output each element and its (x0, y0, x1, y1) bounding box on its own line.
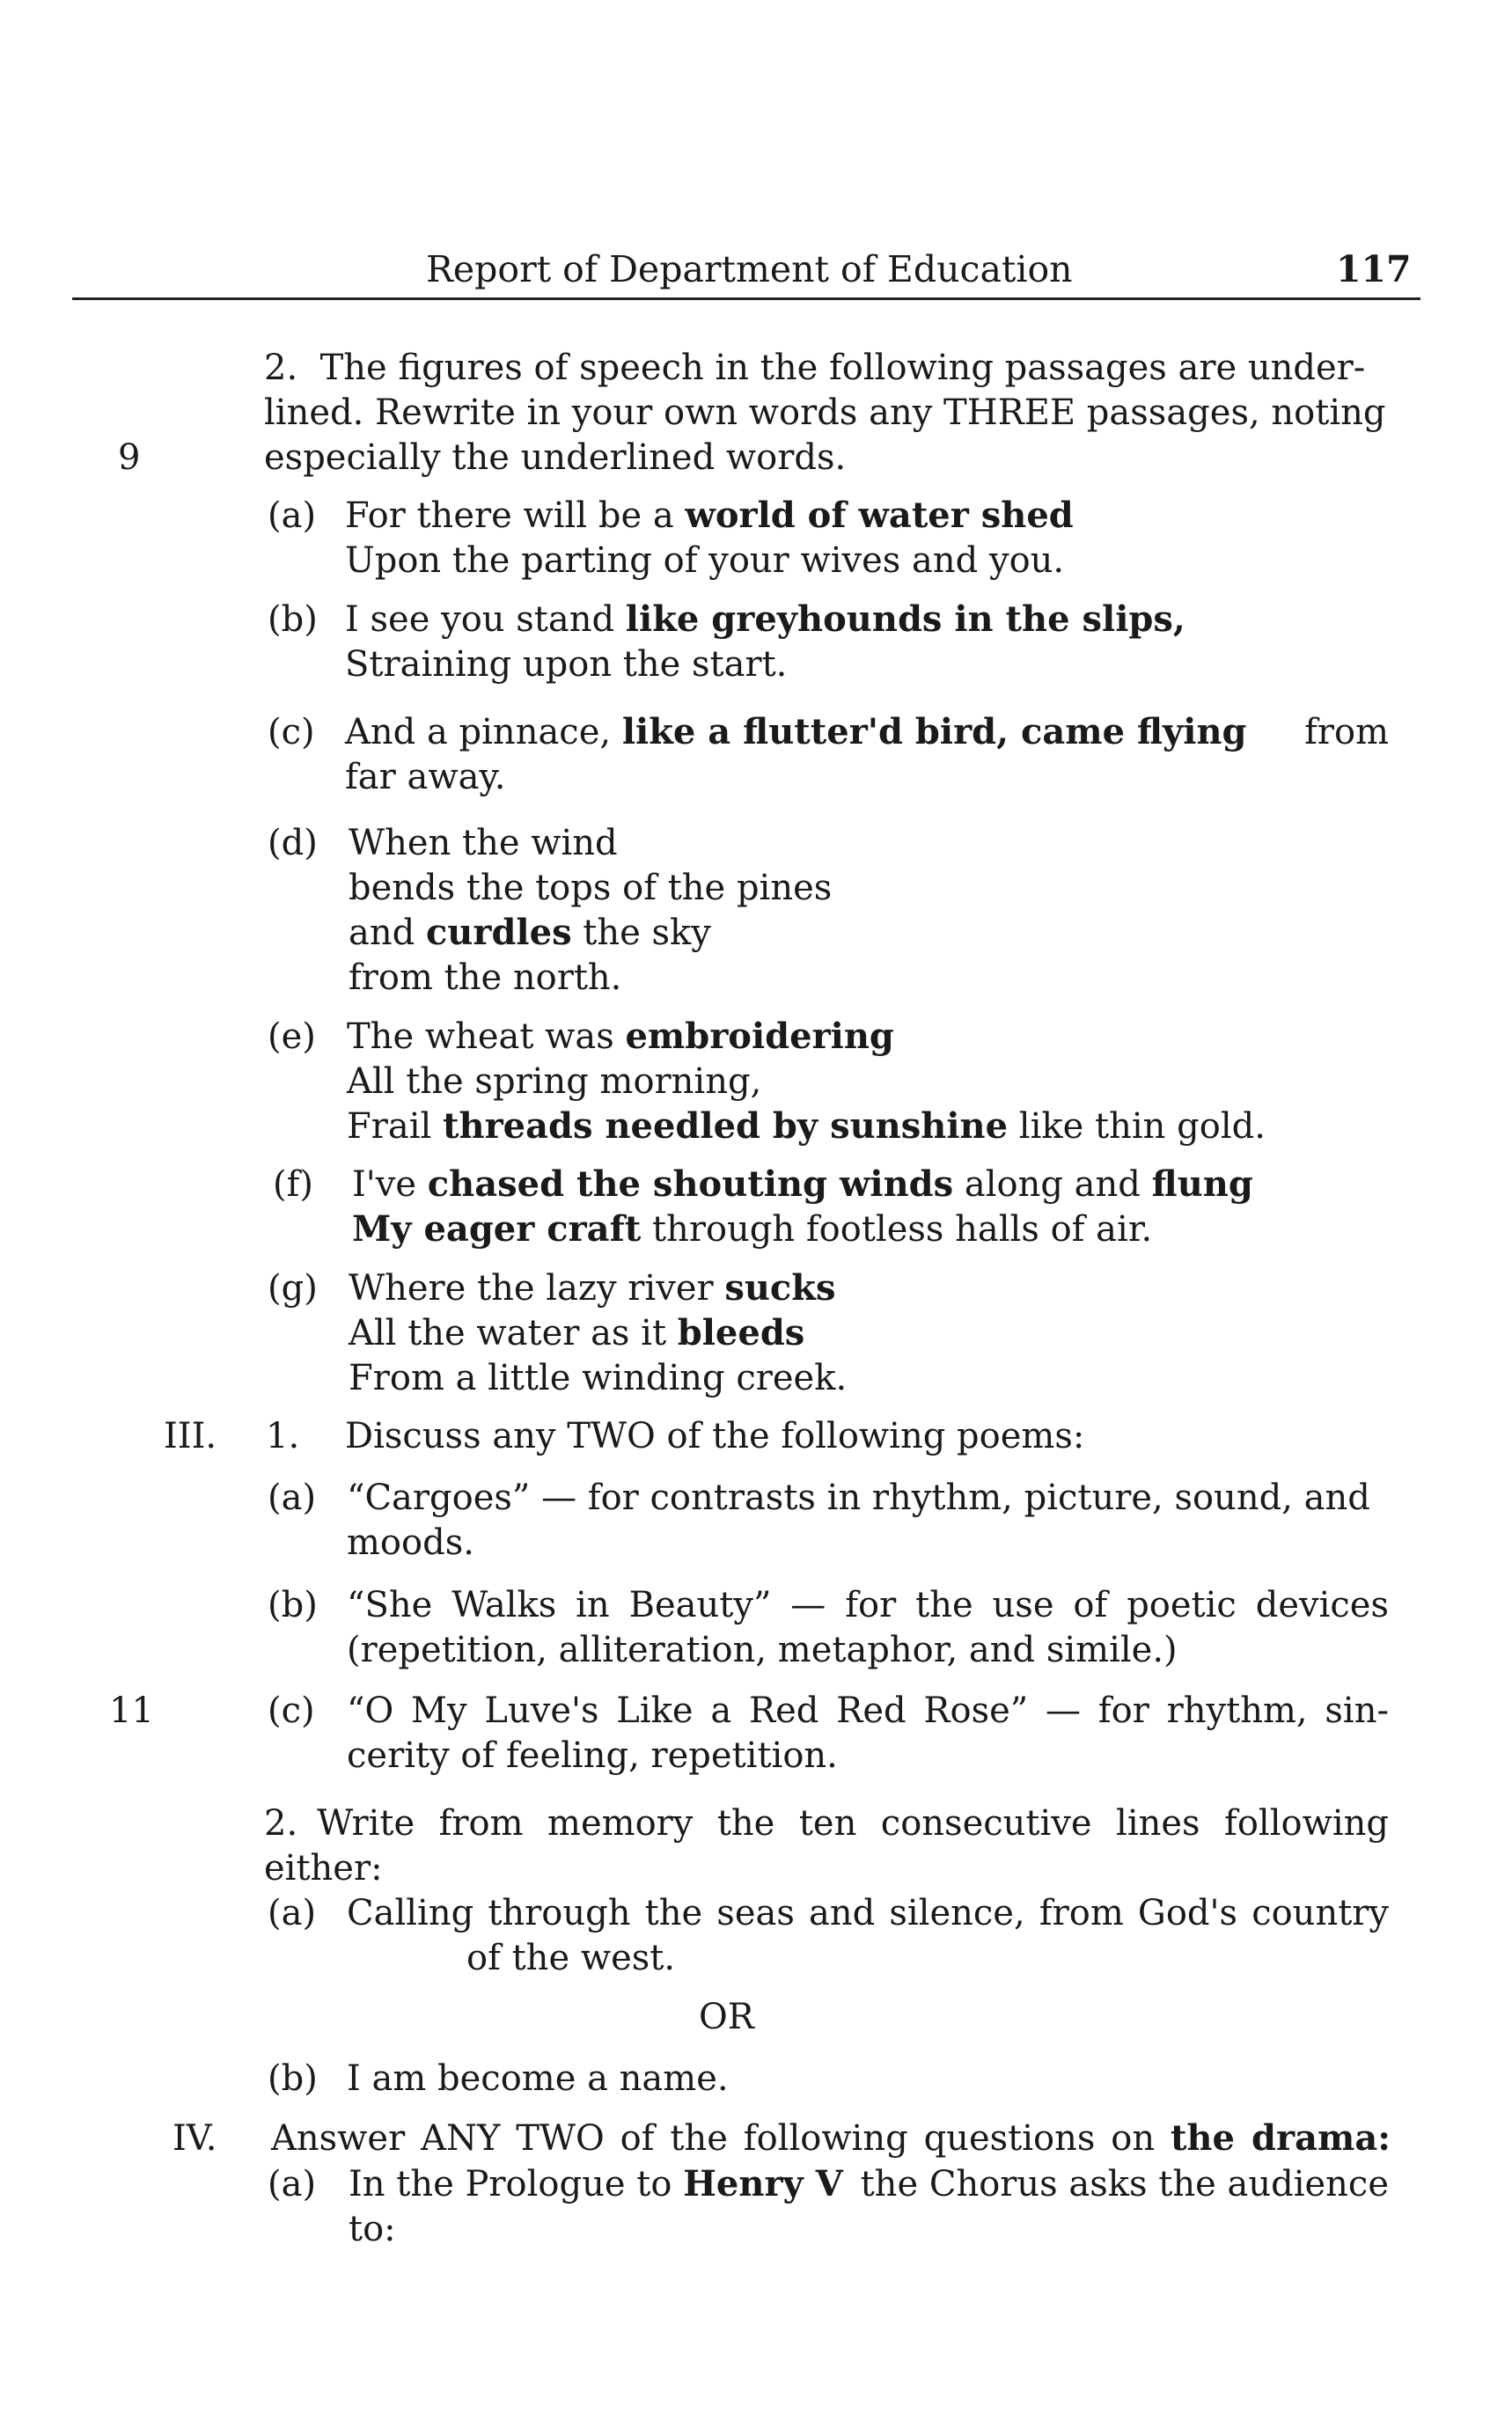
memory-question-line-1: 2. Write from memory the ten consecutive lines following (264, 1803, 1389, 1844)
passage-g-label: (g) (268, 1268, 318, 1309)
running-header-title: Report of Department of Education (426, 248, 1073, 290)
passage-d-line-3: and curdles the sky (349, 912, 711, 953)
passage-d-label: (d) (268, 823, 318, 863)
poem-b-line-1: “She Walks in Beauty” — for the use of poetic devices (347, 1585, 1389, 1625)
passage-e-line-2: All the spring morning, (347, 1061, 762, 1102)
passage-d-line-1: When the wind (349, 823, 618, 863)
memory-a-line-2: of the west. (466, 1938, 676, 1978)
section-iv-text: Answer ANY TWO of the following questions on the drama: (271, 2117, 1391, 2159)
passage-c-line-1: And a pinnace, like a flutter'd bird, came flying from (345, 711, 1389, 752)
section-iii-q1-number: 1. (266, 1416, 300, 1456)
memory-b-label: (b) (268, 2058, 318, 2099)
memory-a-label: (a) (268, 1893, 317, 1933)
poem-a-line-2: moods. (347, 1522, 474, 1563)
passage-e-line-1: The wheat was embroidering (347, 1016, 894, 1057)
page-number: 117 (1336, 248, 1412, 290)
q2-line-3: especially the underlined words. (264, 437, 847, 478)
q2-line-2: lined. Rewrite in your own words any THREE passages, noting (264, 392, 1386, 433)
q2-line-1: 2. The figures of speech in the following passages are under- (264, 348, 1366, 388)
drama-a-label: (a) (268, 2164, 317, 2204)
memory-a-line-1: Calling through the seas and silence, from God's country (347, 1893, 1389, 1933)
passage-c-line-2: far away. (345, 757, 506, 797)
poem-a-label: (a) (268, 1478, 317, 1518)
poem-b-label: (b) (268, 1585, 318, 1625)
passage-f-line-1: I've chased the shouting winds along and flung (352, 1163, 1253, 1205)
passage-a-line-2: Upon the parting of your wives and you. (345, 540, 1065, 581)
poem-c-line-2: cerity of feeling, repetition. (347, 1735, 838, 1776)
passage-e-label: (e) (268, 1016, 316, 1057)
margin-mark-9: 9 (118, 437, 141, 478)
margin-mark-11: 11 (109, 1691, 154, 1731)
poem-c-label: (c) (268, 1691, 315, 1731)
section-iii-q1-text: Discuss any TWO of the following poems: (345, 1416, 1085, 1456)
passage-d-line-4: from the north. (349, 957, 622, 998)
passage-a-label: (a) (268, 495, 317, 536)
poem-c-line-1: “O My Luve's Like a Red Red Rose” — for rhythm, sin- (347, 1691, 1389, 1731)
passage-f-line-2: My eager craft through footless halls of air. (352, 1208, 1153, 1250)
header-rule (72, 297, 1420, 300)
poem-b-line-2: (repetition, alliteration, metaphor, and simile.) (347, 1630, 1178, 1670)
passage-b-line-2: Straining upon the start. (345, 644, 788, 685)
passage-a-line-1: For there will be a world of water shed (345, 495, 1074, 536)
passage-f-label: (f) (273, 1164, 314, 1205)
passage-g-line-1: Where the lazy river sucks (349, 1267, 836, 1309)
passage-b-label: (b) (268, 599, 318, 640)
passage-b-line-1: I see you stand like greyhounds in the slips, (345, 598, 1185, 640)
passage-g-line-3: From a little winding creek. (349, 1358, 848, 1398)
memory-b-line-1: I am become a name. (347, 2058, 729, 2099)
section-iii-numeral: III. (164, 1416, 217, 1456)
passage-e-line-3: Frail threads needled by sunshine like thin gold. (347, 1105, 1266, 1147)
passage-g-line-2: All the water as it bleeds (349, 1312, 805, 1353)
memory-question-line-2: either: (264, 1848, 383, 1889)
passage-d-line-2: bends the tops of the pines (349, 868, 833, 908)
section-iv-numeral: IV. (172, 2118, 217, 2159)
passage-c-label: (c) (268, 712, 315, 752)
poem-a-line-1: “Cargoes” — for contrasts in rhythm, picture, sound, and (347, 1478, 1370, 1518)
q2-number: 2. (264, 348, 298, 388)
drama-a-line-2: to: (349, 2209, 396, 2249)
drama-a-line-1: In the Prologue to Henry V the Chorus asks the audience (349, 2163, 1389, 2204)
or-separator: OR (699, 1997, 754, 2037)
